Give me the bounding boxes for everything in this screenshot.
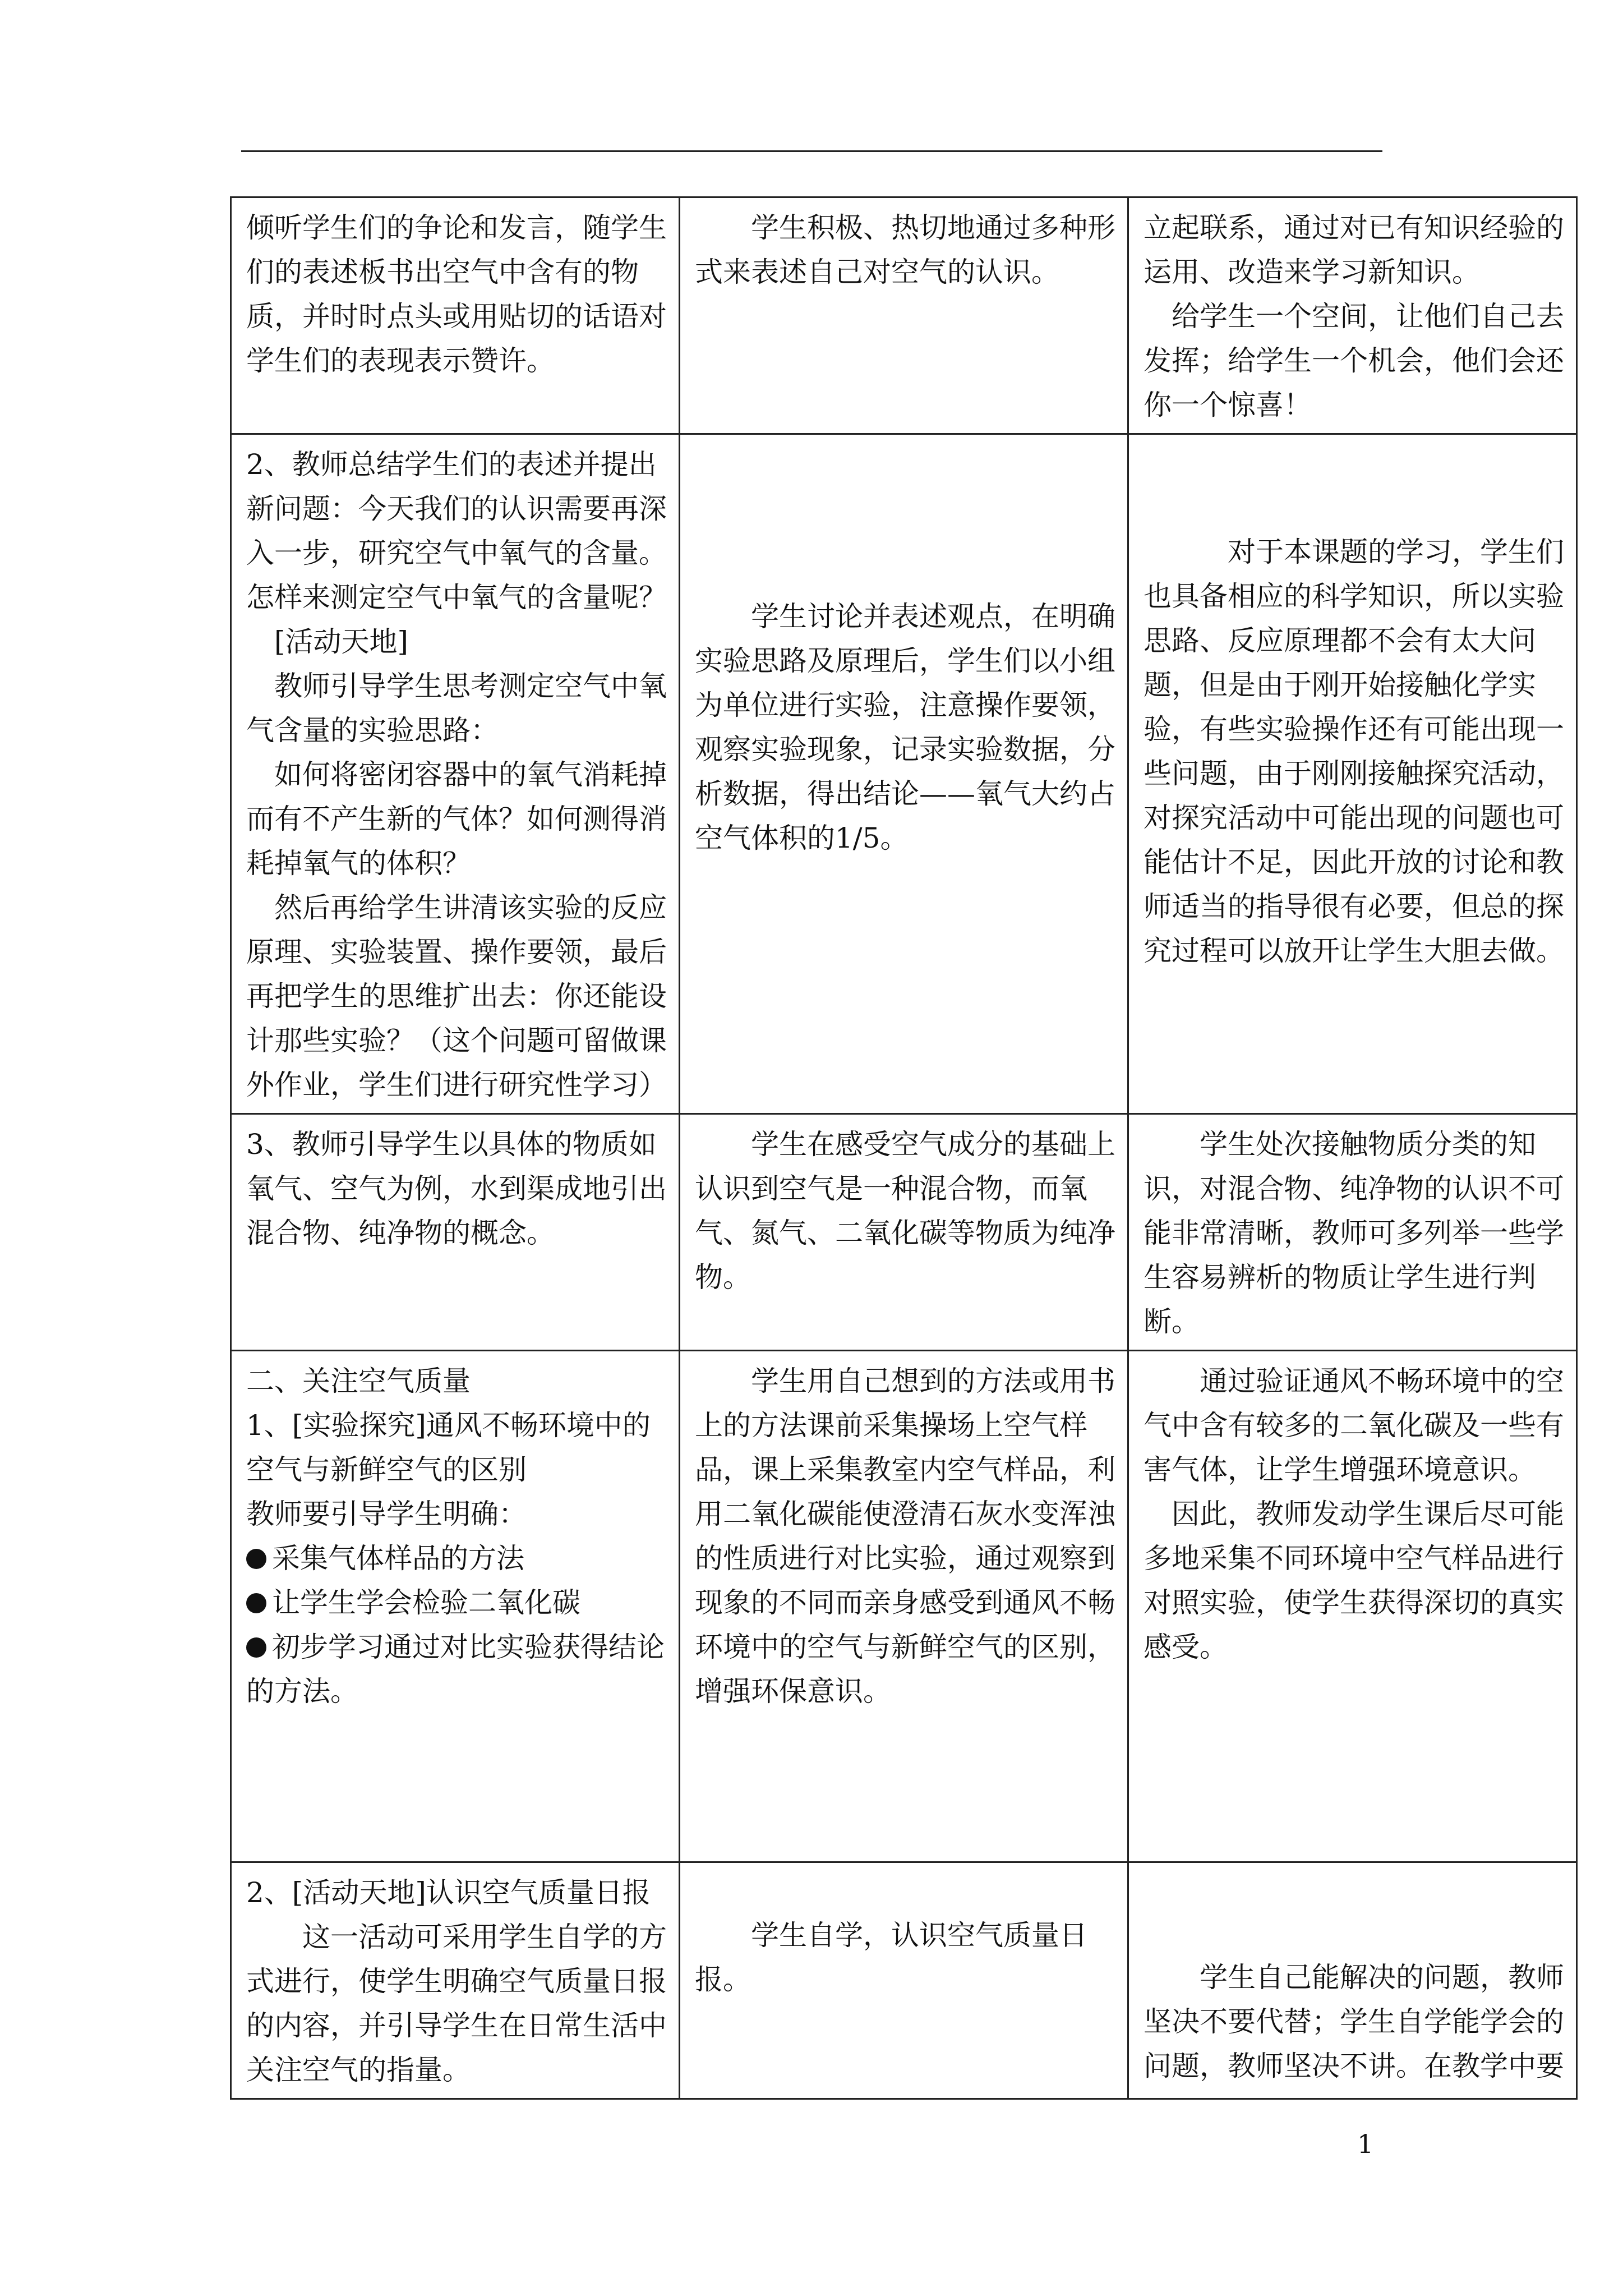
bullet-dot-icon <box>246 1549 266 1569</box>
teacher-text: 2、[活动天地]认识空气质量日报 <box>246 1876 651 1909</box>
table-row <box>231 1862 1577 2099</box>
bullet-item <box>246 1581 667 1625</box>
teacher-text: 倾听学生们的争论和发言，随学生们的表述板书出空气中含有的物质，并时时点头或用贴切的话语对学生们的表现表示赞许。 <box>246 211 667 377</box>
header-rule <box>241 150 1382 152</box>
student-activity-cell <box>680 1862 1128 2099</box>
design-intent-cell <box>1128 197 1577 434</box>
design-intent-cell <box>1128 434 1577 1114</box>
teacher-text: 2、教师总结学生们的表述并提出新问题：今天我们的认识需要再深入一步，研究空气中氧气的含量。怎样来测定空气中氧气的含量呢？ <box>246 448 667 614</box>
page-number: 1 <box>1357 2129 1374 2159</box>
bullet-dot-icon <box>246 1593 266 1613</box>
bullet-text: 让学生学会检验二氧化碳 <box>272 1586 580 1619</box>
teacher-activity-cell <box>231 197 680 434</box>
teacher-text: 教师引导学生思考测定空气中氧气含量的实验思路： <box>246 670 667 747</box>
design-intent-cell <box>1128 1114 1577 1351</box>
intent-text: 给学生一个空间，让他们自己去发挥；给学生一个机会，他们会还你一个惊喜！ <box>1144 300 1564 421</box>
teacher-text: 3、教师引导学生以具体的物质如氧气、空气为例，水到渠成地引出混合物、纯净物的概念。 <box>246 1128 667 1249</box>
student-activity-cell <box>680 434 1128 1114</box>
student-activity-cell <box>680 1114 1128 1351</box>
student-text: 学生积极、热切地通过多种形式来表述自己对空气的认识。 <box>695 211 1115 288</box>
teacher-activity-cell <box>231 1862 680 2099</box>
student-text: 学生讨论并表述观点，在明确实验思路及原理后，学生们以小组为单位进行实验，注意操作要领，观察实验现象，记录实验数据，分析数据，得出结论——氧气大约占空气体积的1/5。 <box>695 600 1115 854</box>
student-activity-cell <box>680 1351 1128 1862</box>
bullet-item <box>246 1625 667 1714</box>
teacher-text: 教师要引导学生明确： <box>246 1498 527 1530</box>
table-row <box>231 434 1577 1114</box>
student-activity-cell <box>680 197 1128 434</box>
intent-text: 对于本课题的学习，学生们也具备相应的科学知识，所以实验思路、反应原理都不会有太大问题，但是由于刚开始接触化学实验，有些实验操作还有可能出现一些问题，由于刚刚接触探究活动，对探究活动中可能出现的问题也可能估计不足，因此开放的讨论和教师适当的指导很有必要，但总的探究过程可以放开让学生大胆去做。 <box>1144 536 1564 967</box>
student-text: 学生在感受空气成分的基础上认识到空气是一种混合物，而氧气、氮气、二氧化碳等物质为纯净物。 <box>695 1128 1115 1294</box>
design-intent-cell <box>1128 1351 1577 1862</box>
table-row <box>231 197 1577 434</box>
teacher-text: 1、[实验探究]通风不畅环境中的空气与新鲜空气的区别 <box>246 1409 651 1486</box>
intent-text: 学生处次接触物质分类的知识，对混合物、纯净物的认识不可能非常清晰，教师可多列举一些学生容易辨析的物质让学生进行判断。 <box>1144 1128 1564 1338</box>
student-text: 学生用自己想到的方法或用书上的方法课前采集操场上空气样品，课上采集教室内空气样品，利用二氧化碳能使澄清石灰水变浑浊的性质进行对比实验，通过观察到现象的不同而亲身感受到通风不畅环境中的空气与新鲜空气的区别，增强环保意识。 <box>695 1365 1115 1708</box>
design-intent-cell <box>1128 1862 1577 2099</box>
intent-text: 因此，教师发动学生课后尽可能多地采集不同环境中空气样品进行对照实验，使学生获得深切的真实感受。 <box>1144 1498 1564 1663</box>
section-heading: 二、关注空气质量 <box>246 1365 471 1397</box>
teacher-text: 这一活动可采用学生自学的方式进行，使学生明确空气质量日报的内容，并引导学生在日常生活中关注空气的指量。 <box>246 1921 667 2086</box>
lesson-plan-table <box>230 196 1578 2100</box>
teacher-activity-cell <box>231 1114 680 1351</box>
intent-text: 学生自己能解决的问题，教师坚决不要代替；学生自学能学会的问题，教师坚决不讲。在教学中要 <box>1144 1961 1564 2082</box>
intent-text: 通过验证通风不畅环境中的空气中含有较多的二氧化碳及一些有害气体，让学生增强环境意识。 <box>1144 1365 1564 1486</box>
teacher-text: 然后再给学生讲清该实验的反应原理、实验装置、操作要领，最后再把学生的思维扩出去：你还能设计那些实验？（这个问题可留做课外作业，学生们进行研究性学习） <box>246 891 667 1101</box>
bullet-text: 采集气体样品的方法 <box>272 1542 524 1575</box>
activity-tag: [活动天地] <box>274 625 409 658</box>
bullet-text: 初步学习通过对比实验获得结论的方法。 <box>246 1631 665 1708</box>
table-row <box>231 1114 1577 1351</box>
intent-text: 立起联系，通过对已有知识经验的运用、改造来学习新知识。 <box>1144 211 1564 288</box>
teacher-activity-cell <box>231 1351 680 1862</box>
table-row <box>231 1351 1577 1862</box>
student-text: 学生自学，认识空气质量日报。 <box>695 1919 1087 1996</box>
teacher-text: 如何将密闭容器中的氧气消耗掉而有不产生新的气体？如何测得消耗掉氧气的体积？ <box>246 758 667 880</box>
bullet-item <box>246 1536 667 1581</box>
teacher-activity-cell <box>231 434 680 1114</box>
bullet-dot-icon <box>246 1637 266 1658</box>
